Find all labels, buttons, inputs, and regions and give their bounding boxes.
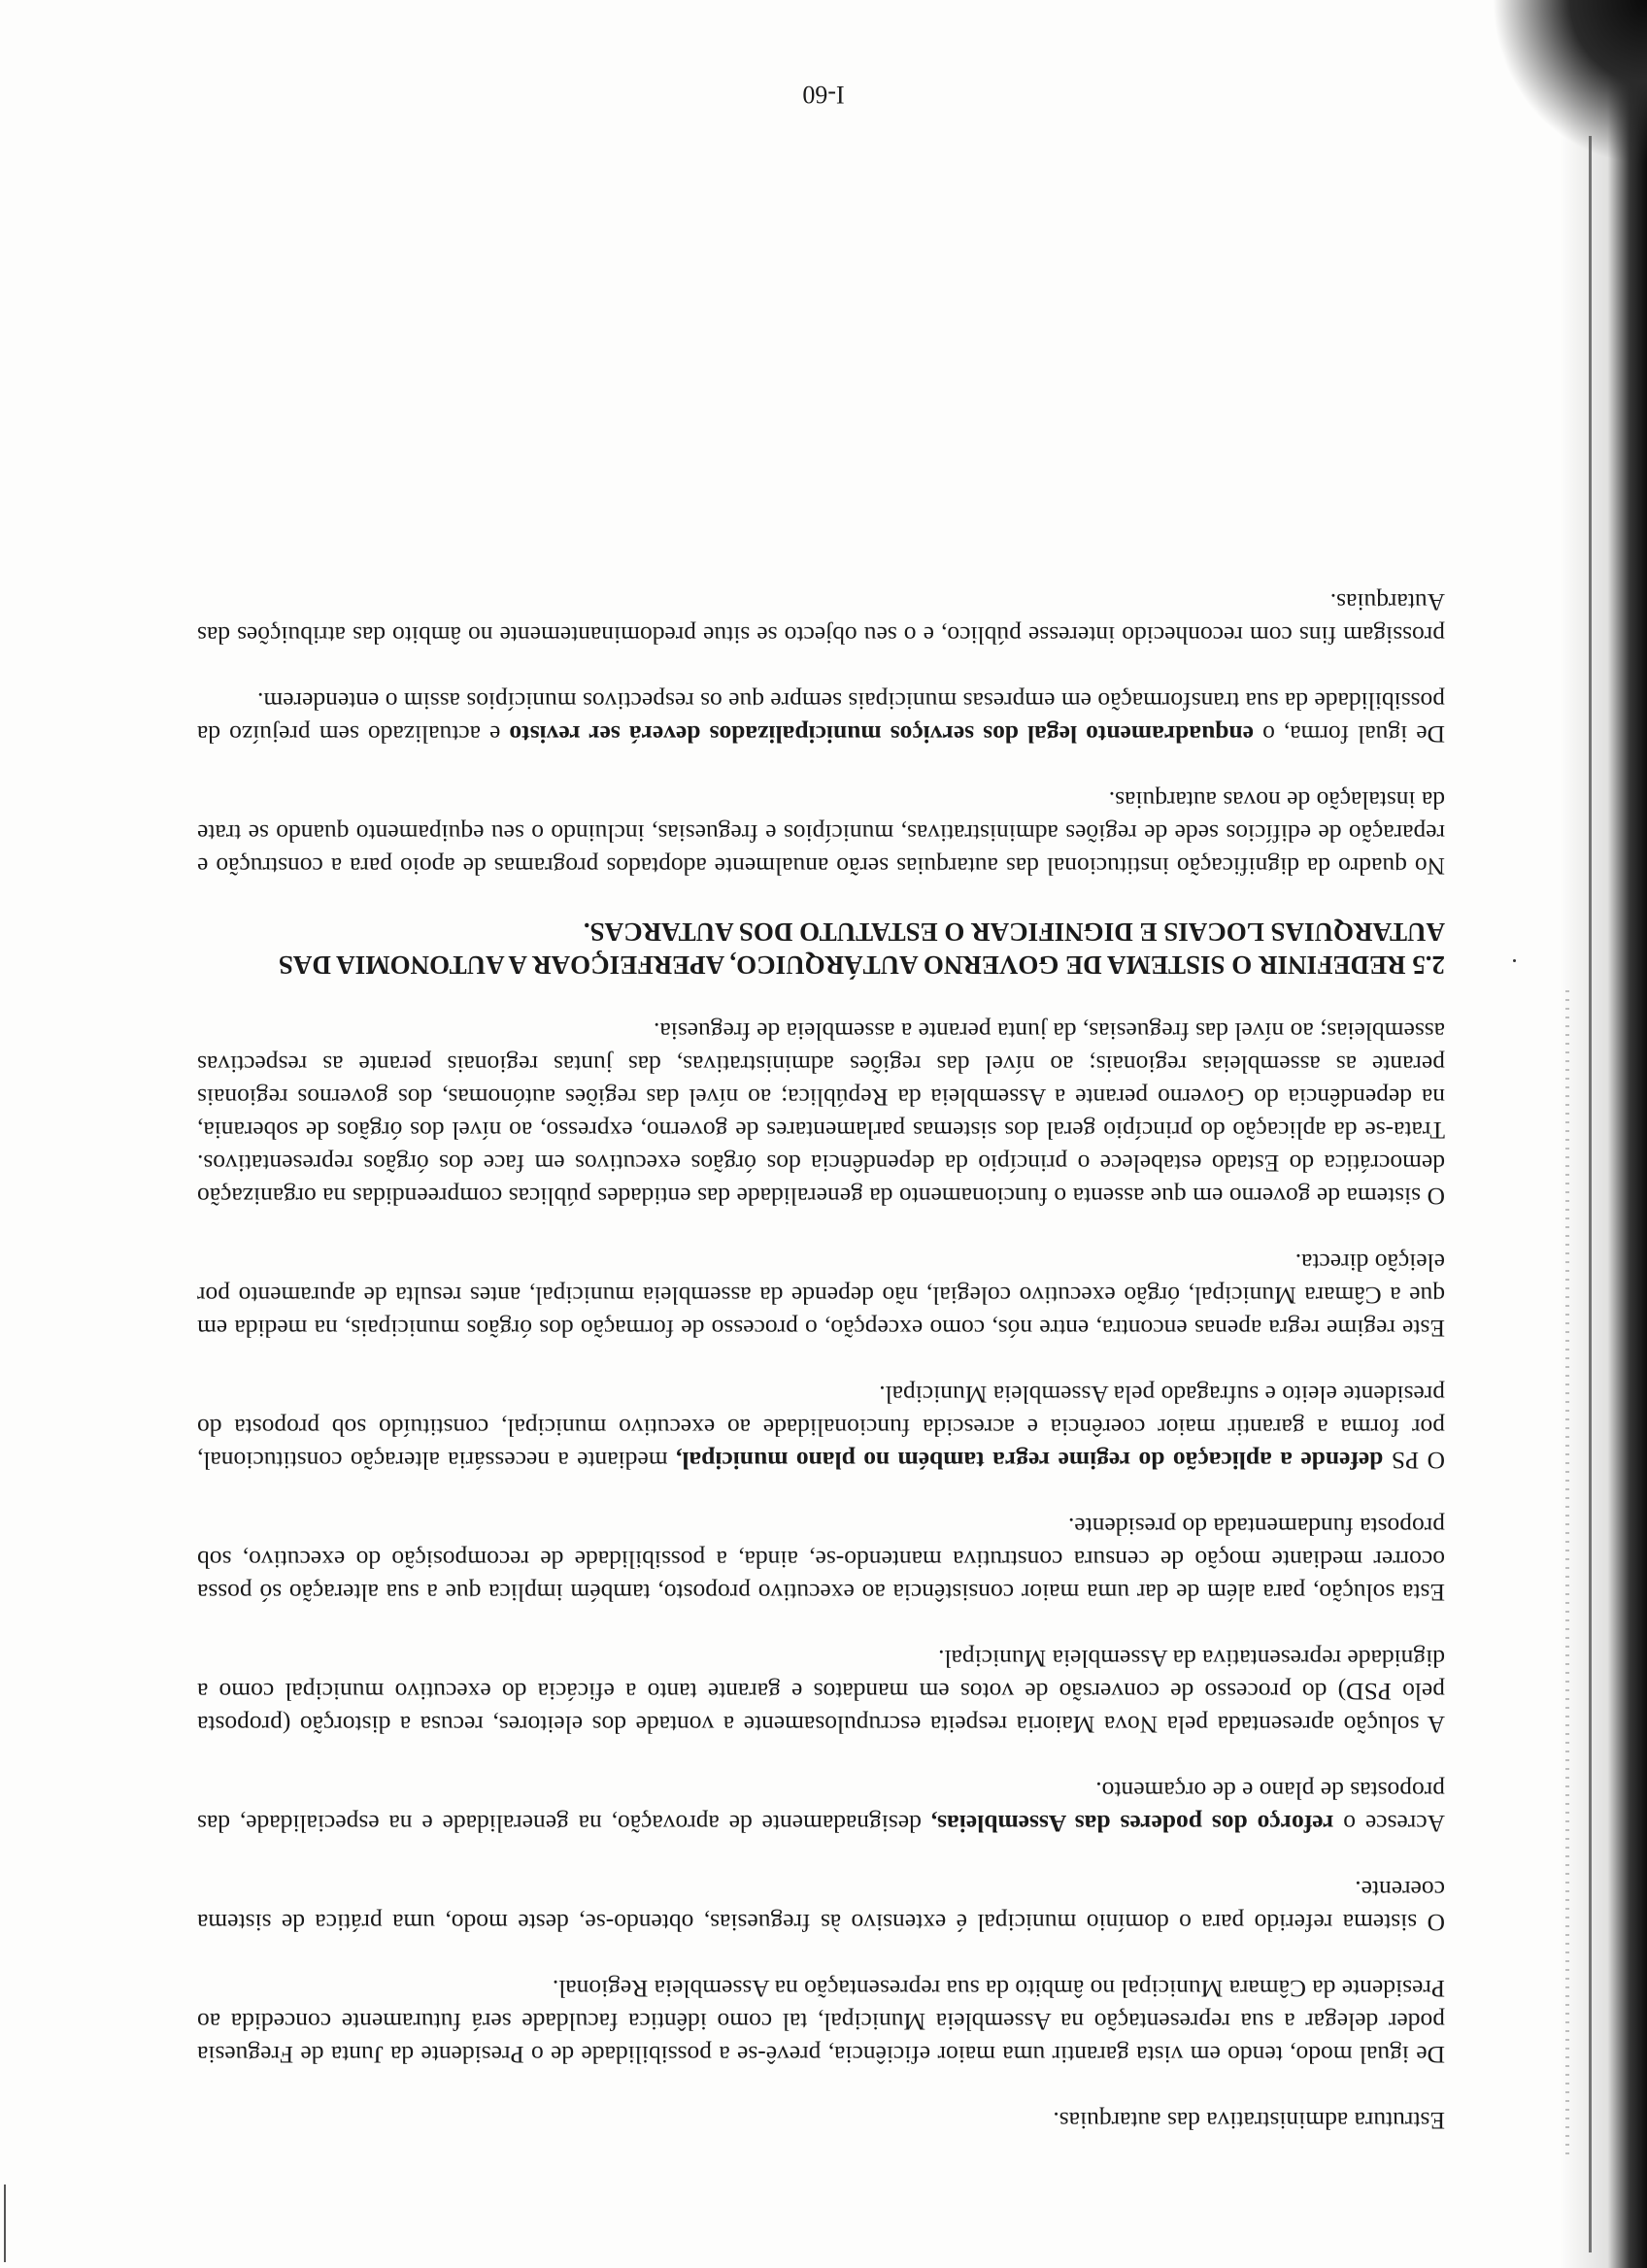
paragraph-suffix: mediante a necessária alteração constitucional, por forma a garantir maior coerência e acrescida funcionalidade ao executivo municipal, constituído sob proposta do presidente eleito e sufragado pela Assembleia Municipal. [197,1381,1445,1475]
page-number: I-60 [802,81,845,109]
paragraph-prefix: De igual forma, o [1254,720,1445,749]
paragraph-government-system: O sistema de governo em que assenta o funcionamento da generalidade das entidades públicas compreendidas na organização democrática do Estado estabelece o princípio da dependência dos órgãos executivos em face dos órgãos representativos. Trata-se da aplicação do princípio geral dos sistemas parlamentares de governo, expresso, ao nível dos órgãos de soberania, na dependência do Governo perante a Assembleia da República; ao nível das regiões autónomas, dos governos regionais perante as assembleias regionais; ao nível das regiões administrativas, das juntas regionais perante as respectivas assembleias; ao nível das freguesias, da junta perante a assembleia de freguesia. [197,1017,1445,1211]
paragraph-prefix: O PS [1383,1447,1445,1475]
paragraph-municipal-services [197,684,1445,750]
paragraph-dignification: No quadro da dignificação institucional das autarquias serão anualmente adoptados programas de apoio para a construção e reparação de edifícios sede de regiões administrativas, municípios e freguesias, incluindo o seu equipamento quando se trate da instalação de novas autarquias. [197,786,1445,881]
paragraph-prefix: Acresce o [1333,1810,1445,1838]
paragraph-bold-emphasis: defende a aplicação do regime regra também no plano municipal, [675,1447,1384,1475]
paragraph-suffix: e actualizado sem prejuízo da possibilidade da sua transformação em empresas municipais sempre que os respectivos municípios assim o entenderem. [196,687,1445,749]
paragraph-bold-emphasis: enquadramento legal dos serviços municipalizados deverá ser revisto [509,720,1254,749]
paragraph-parishes: O sistema referido para o domínio municipal é extensivo às freguesias, obtendo-se, deste modo, uma prática de sistema coerente. [197,1876,1445,1937]
paragraph-ps-defends [197,1378,1445,1477]
paragraph-delegation: De igual modo, tendo em vista garantir uma maior eficiência, prevê-se a possibilidade de o Presidente da Junta de Freguesia poder delegar a sua representação na Assembleia Municipal, tal como idêntica faculdade será futuramente concedida ao Presidente da Câmara Municipal no âmbito da sua representação na Assembleia Regional. [197,1975,1445,2069]
paragraph-assembly-powers [197,1774,1445,1840]
paragraph-structure: Estrutura administrativa das autarquias. [1053,2107,1445,2135]
page-body [197,552,1445,2137]
paragraph-solution: Esta solução, para além de dar uma maior consistência ao executivo proposto, também implica que a sua alteração só possa ocorrer mediante moção de censura construtiva mantendo-se, ainda, a possibilidade de recomposição do executivo, sob proposta fundamentada do presidente. [197,1513,1445,1607]
paragraph-bold-emphasis: reforço dos poderes das Assembleias, [930,1810,1334,1838]
paragraph-regime-exception: Este regime regra apenas encontra, entre nós, como excepção, o processo de formação dos órgãos municipais, na medida em que a Câmara Municipal, órgão executivo colegial, não depende da assembleia municipal, antes resulta de apuramento por eleição directa. [197,1249,1445,1343]
section-heading: 2.5 REDEFINIR O SISTEMA DE GOVERNO AUTÁRQUICO, APERFEIÇOAR A AUTONOMIA DAS AUTARQUIAS LOCAIS E DIGNIFICAR O ESTATUTO DOS AUTARCAS. [278,917,1445,980]
paragraph-nova-maioria: A solução apresentada pela Nova Maioria respeita escrupulosamente a vontade dos eleitores, recusa a distorção (proposta pelo PSD) do processo de conversão de votos em mandatos e garante tanto a eficácia do executivo municipal como a dignidade representativa da Assembleia Municipal. [197,1645,1445,1739]
paragraph-suffix: designadamente de aprovação, na generalidade e na especialidade, das propostas de plano e de orçamento. [196,1777,1445,1838]
paragraph-continuation: prossigam fins com reconhecido interesse público, e o seu objecto se situe predominantemente no âmbito das atribuições das Autarquias. [197,588,1445,650]
